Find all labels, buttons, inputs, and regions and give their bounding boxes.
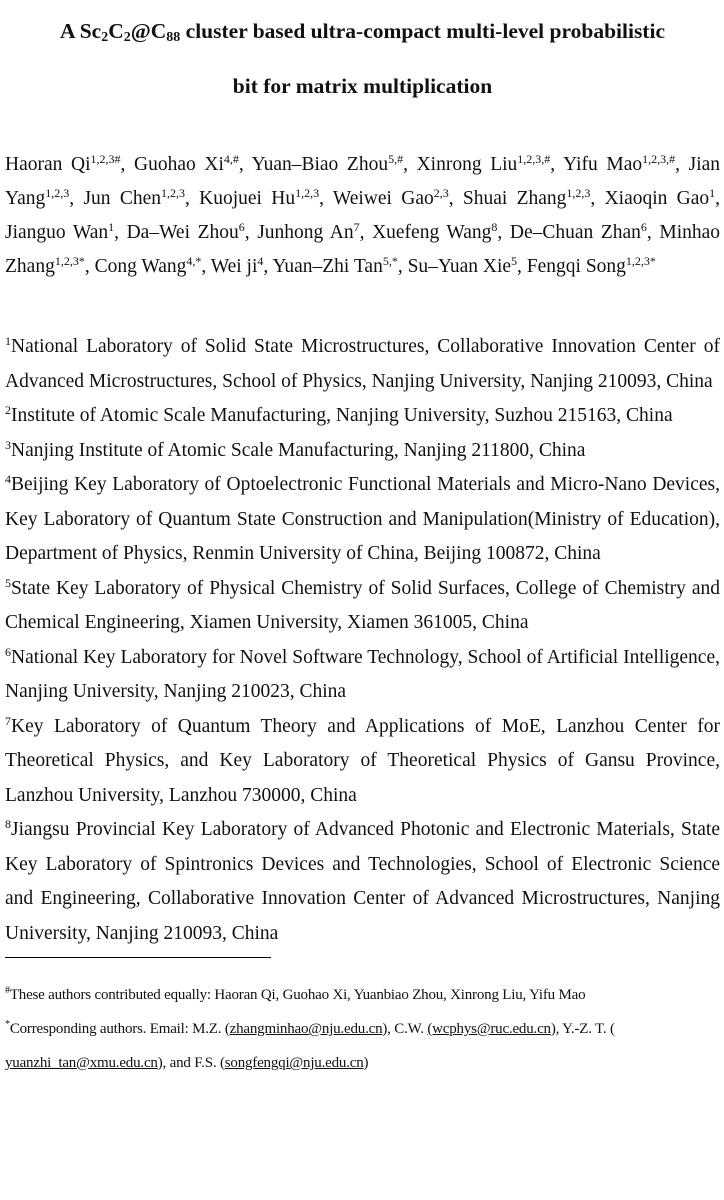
author-name: Weiwei Gao	[332, 188, 434, 209]
affiliation-text: National Laboratory of Solid State Microstructures, Collaborative Innovation Center of Advanced Microstructures, School of Physics, Nanjing University, Nanjing 210093, China	[5, 336, 720, 392]
author-name: Xinrong Liu	[416, 154, 518, 175]
footnote-equal-contribution	[5, 978, 720, 1012]
affiliation-number: 2	[5, 403, 11, 417]
author	[127, 222, 245, 243]
affiliation	[5, 330, 720, 399]
author	[5, 222, 114, 243]
author	[95, 256, 202, 277]
author-name: Jun Chen	[83, 188, 161, 209]
title-line-1	[5, 4, 720, 59]
title-subscript: 2	[101, 30, 109, 45]
author-affiliation-marks: 4	[257, 254, 264, 268]
footnote-mark: *	[5, 1019, 10, 1030]
affiliation-number: 3	[5, 437, 11, 452]
email-link[interactable]: yuanzhi_tan@xmu.edu.cn	[5, 1055, 158, 1071]
author-affiliation-marks: 7	[353, 220, 360, 234]
author	[333, 188, 449, 209]
affiliation-number: 5	[5, 575, 11, 590]
author-name: Xuefeng Wang	[372, 222, 492, 243]
affiliation-number: 7	[5, 713, 11, 728]
author-affiliation-marks: 5,*	[382, 254, 398, 268]
title-line-2: bit for matrix multiplication	[232, 74, 493, 98]
author-name: Cong Wang	[94, 256, 187, 277]
author-name: Su–Yuan Xie	[407, 256, 512, 277]
author-affiliation-marks: 1,2,3,#	[642, 152, 676, 166]
author	[605, 188, 716, 209]
affiliation-text: Nanjing Institute of Atomic Scale Manufacturing, Nanjing 211800, China	[11, 439, 586, 461]
author	[252, 154, 403, 175]
author-name: Jian Yang	[5, 154, 721, 209]
author-name: Wei ji	[210, 256, 258, 277]
title-text: A Sc	[60, 19, 102, 43]
paper-title	[5, 0, 720, 114]
author-affiliation-marks: 1,2,3	[566, 186, 591, 200]
email-link[interactable]: zhangminhao@nju.edu.cn	[229, 1021, 383, 1037]
footnote-text: ), Y.-Z. T. (	[550, 1021, 615, 1037]
affiliation-number: 6	[5, 644, 11, 659]
author	[563, 154, 675, 175]
title-text: @C	[130, 19, 167, 43]
title-subscript: 2	[123, 30, 131, 45]
author	[5, 154, 121, 175]
footnote-text: ), C.W.	[382, 1021, 428, 1037]
author	[372, 222, 497, 243]
footnote-text: These authors contributed equally: Haoran Qi, Guohao Xi, Yuanbiao Zhou, Xinrong Liu, Yifu Mao	[9, 987, 586, 1003]
author-affiliation-marks: 6	[640, 220, 647, 234]
author-name: Xiaoqin Gao	[604, 188, 710, 209]
footnote-text: Corresponding authors. Email: M.Z. (	[9, 1021, 230, 1037]
author-affiliation-marks: 1,2,3*	[625, 254, 656, 268]
affiliation	[5, 813, 720, 951]
author-name: Da–Wei Zhou	[126, 222, 239, 243]
author-name: Yuan–Biao Zhou	[251, 154, 389, 175]
author-affiliation-marks: 1,2,3	[295, 186, 320, 200]
affiliation-list	[5, 330, 720, 951]
author-name: Guohao Xi	[134, 154, 224, 175]
affiliation	[5, 572, 720, 641]
author	[83, 188, 185, 209]
author-affiliation-marks: 5	[511, 254, 518, 268]
author-affiliation-marks: 2,3	[433, 186, 449, 200]
affiliation	[5, 710, 720, 814]
email-link[interactable]: songfengqi@nju.edu.cn	[224, 1055, 364, 1071]
footnote-divider	[5, 957, 271, 958]
author	[199, 188, 319, 209]
title-text: cluster based ultra-compact multi-level probabilistic	[180, 19, 665, 43]
affiliation-number: 4	[5, 472, 11, 486]
author	[463, 188, 591, 209]
title-text: C	[108, 19, 124, 43]
affiliation-text: State Key Laboratory of Physical Chemistry of Solid Surfaces, College of Chemistry and Chemical Engineering, Xiamen University, Xiamen 361005, China	[5, 577, 720, 633]
affiliation-number: 8	[5, 817, 11, 831]
author-name: Jianguo Wan	[5, 222, 109, 243]
author	[408, 256, 517, 277]
author-name: Haoran Qi	[5, 154, 91, 175]
affiliation	[5, 641, 720, 710]
author-name: Yifu Mao	[563, 154, 643, 175]
author-affiliation-marks: 1	[709, 186, 716, 200]
author-affiliation-marks: 1,2,3*	[54, 254, 85, 268]
author-name: Yuan–Zhi Tan	[272, 256, 383, 277]
author	[510, 222, 647, 243]
affiliation	[5, 399, 720, 434]
author-name: Minhao Zhang	[5, 222, 721, 277]
author-affiliation-marks: 1,2,3	[160, 186, 185, 200]
author	[134, 154, 239, 175]
author-affiliation-marks: 5,#	[388, 152, 404, 166]
affiliation-text: Key Laboratory of Quantum Theory and Applications of MoE, Lanzhou Center for Theoretical Physics, and Key Laboratory of Theoretical Physics of Gansu Province, Lanzhou University, Lanzhou 730000, China	[5, 715, 720, 806]
footnote-text: ), and F.S. (	[157, 1055, 225, 1071]
author-affiliation-marks: 4,*	[186, 254, 202, 268]
author-name: Junhong An	[257, 222, 354, 243]
affiliation-text: National Key Laboratory for Novel Software Technology, School of Artificial Intelligence, Nanjing University, Nanjing 210023, China	[5, 646, 720, 702]
affiliation-text: Institute of Atomic Scale Manufacturing, Nanjing University, Suzhou 215163, China	[11, 405, 673, 426]
author	[527, 256, 656, 277]
author	[257, 222, 359, 243]
title-subscript: 88	[166, 30, 181, 45]
author	[211, 256, 264, 277]
affiliation-text: Beijing Key Laboratory of Optoelectronic Functional Materials and Micro-Nano Devices, Key Laboratory of Quantum State Construction and Manipulation(Ministry of Education), Department of Physics, Renmin University of China, Beijing 100872, China	[5, 474, 720, 564]
affiliation	[5, 468, 720, 572]
affiliation-text: Jiangsu Provincial Key Laboratory of Advanced Photonic and Electronic Materials, State Key Laboratory of Spintronics Devices and Technologies, School of Electronic Science and Engineering, Collaborative Innovation Center of Advanced Microstructures, Nanjing University, Nanjing 210093, China	[5, 819, 720, 944]
author	[272, 256, 397, 277]
affiliation-number: 1	[5, 334, 11, 348]
email-link[interactable]: (wcphys@ruc.edu.cn	[427, 1021, 551, 1037]
author-name: De–Chuan Zhan	[509, 222, 641, 243]
author-affiliation-marks: 8	[491, 220, 498, 234]
author-affiliation-marks: 1	[108, 220, 115, 234]
footnotes	[5, 978, 720, 1080]
footnote-mark: #	[5, 985, 10, 996]
author-affiliation-marks: 1,2,3	[45, 186, 70, 200]
author-list: Haoran $Qi^{1,2,3\#}$, Guohao $Xi^{4,\#}$, Yuan–Biao Zhou$^{5,\#}$, Xinrong Liu$^{1,2,3,\#}$, Yifu Mao$^{1,2,3,\#}$, Jian Yang$^{1,2,3}$, Jun Chen$^{1,2,3}$, Kuojuei Hu$^{1,2,3}$, Weiwei Gao$^{2,3}$, Shuai Zhang$^{1,2,3}$, Xiaoqin Gao$^1$, Jianguo Wan$^1$, Da–Wei Zhou$^6$, Junhong An$^7$, Xuefeng Wang$^8$, De–Chuan Zhan$^6$, Minhao Zhang$^{1,2,3*}$, Cong Wang$^{4,*}$, Wei $ji^4$, Yuan–Zhi Tan$^{5,*}$, Su–Yuan Xie$^5$, Fengqi Song$^{1,2,3*}$	[5, 152, 721, 277]
footnote-corresponding	[5, 1012, 720, 1080]
author-affiliation-marks: 1,2,3,#	[517, 152, 551, 166]
author-name: Fengqi Song	[526, 256, 626, 277]
author-affiliation-marks: 6	[238, 220, 245, 234]
author-affiliation-marks: 1,2,3#	[90, 152, 121, 166]
affiliation	[5, 434, 720, 469]
author-name: Kuojuei Hu	[199, 188, 296, 209]
author	[417, 154, 551, 175]
author-affiliation-marks: 4,#	[223, 152, 239, 166]
footnote-text: )	[363, 1055, 369, 1071]
author-name: Shuai Zhang	[462, 188, 567, 209]
